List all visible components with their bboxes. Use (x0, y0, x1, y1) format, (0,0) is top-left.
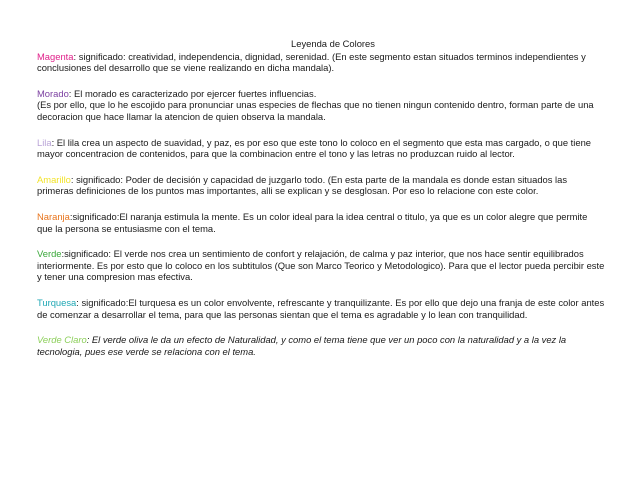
legend-entry-verde-claro (37, 334, 605, 357)
color-name-verde: Verde (37, 248, 62, 260)
color-name-morado: Morado (37, 87, 69, 99)
color-name-turquesa: Turquesa (37, 296, 77, 308)
legend-entry-morado (37, 88, 605, 123)
entry-text-lila: : El lila crea un aspecto de suavidad, y paz, es por eso que este tono lo coloco en el segmento que esta mas cargado, o que tiene mayor concentracion de contenidos, para que la combinacion entre el tono y las letras no produzcan ruido al lector. (37, 136, 591, 160)
color-name-amarillo: Amarillo (37, 173, 71, 185)
color-name-verde-claro: Verde Claro (37, 334, 87, 346)
page-title: Leyenda de Colores (291, 38, 375, 49)
legend-entry-turquesa (37, 297, 605, 320)
color-legend-document (37, 38, 605, 371)
legend-entry-amarillo (37, 174, 605, 197)
color-name-lila: Lila (37, 136, 52, 148)
entry-text-verde: :significado: El verde nos crea un sentimiento de confort y relajación, de calma y paz interior, que nos hace sentir equilibrados interiormente. Es por esto que lo coloco en los subtitulos (Que son Marco Teorico y Metodologico). Para que el lector pueda percibir este y tener una compresion mas efectiva. (37, 248, 605, 283)
entry-text-morado: : El morado es caracterizado por ejercer fuertes influencias. (68, 87, 317, 99)
color-name-naranja: Naranja (37, 210, 70, 222)
color-name-magenta: Magenta (37, 50, 74, 62)
legend-entry-verde (37, 248, 605, 283)
entry-text-naranja: :significado:El naranja estimula la mente. Es un color ideal para la idea central o titulo, ya que es un color alegre que permite que la persona se entusiasme con el tema. (37, 210, 588, 234)
legend-entry-lila (37, 137, 605, 160)
entry-text-amarillo: : significado: Poder de decisión y capacidad de juzgarlo todo. (En esta parte de la mandala es donde estan situados las primeras definiciones de los puntos mas importantes, alli se explican y se desglosan. Por eso lo relacione con este color. (37, 173, 568, 197)
entry-text-magenta: : significado: creatividad, independencia, dignidad, serenidad. (En este segmento estan situados terminos independientes y conclusiones del desarrollo que se viene realizando en dicha mandala). (37, 50, 586, 74)
legend-entry-magenta (37, 51, 605, 74)
entry-text-morado-line2: (Es por ello, que lo he escojido para pronunciar unas especies de flechas que no tienen ningun contenido dentro, forman parte de una decoracion que hace llamar la atencion de quien observa la mandala. (37, 99, 594, 122)
legend-entry-naranja (37, 211, 605, 234)
entry-text-turquesa: : significado:El turquesa es un color envolvente, refrescante y tranquilizante. Es por ello que dejo una franja de este color antes de comenzar a desarrollar el tema, para que las personas sientan que el tema es agradable y lo lean con tranquilidad. (37, 296, 605, 320)
entry-text-verde-claro: : El verde oliva le da un efecto de Naturalidad, y como el tema tiene que ver un poco con la naturalidad y a la vez la tecnologia, pues ese verde se relaciona con el tema. (37, 334, 567, 357)
